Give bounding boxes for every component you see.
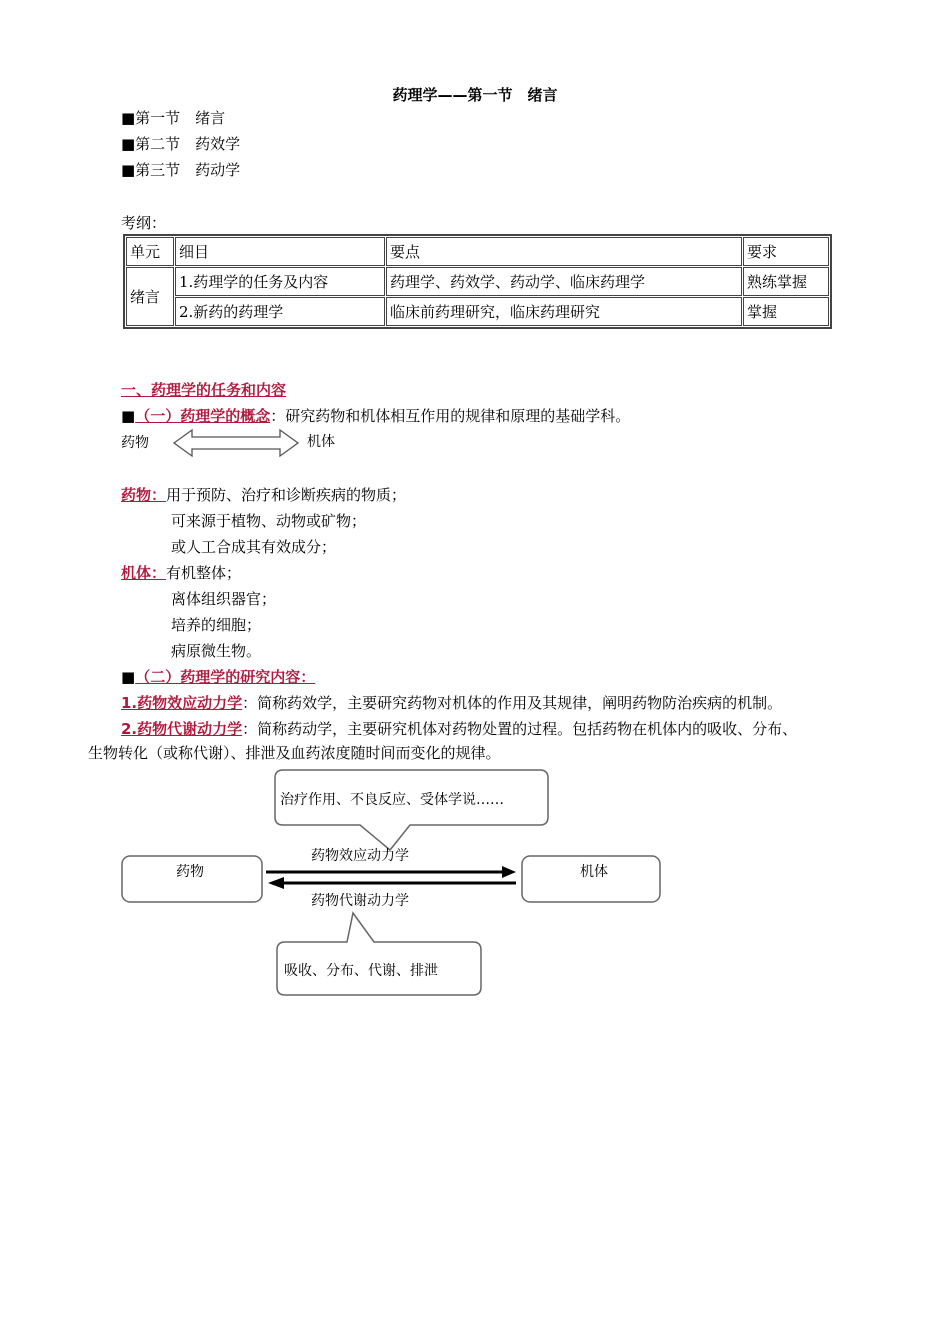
- bullet: ■: [121, 407, 136, 425]
- toc-item-1[interactable]: ■第一节 绪言: [121, 109, 226, 127]
- top-arrow-label: 药物效应动力学: [311, 848, 409, 864]
- pk-text-continued: 生物转化（或称代谢）、排泄及血药浓度随时间而变化的规律。: [88, 744, 501, 762]
- drug-line: 可来源于植物、动物或矿物；: [171, 512, 367, 530]
- right-arrow-head-icon: [502, 866, 516, 878]
- outline-label: 考纲：: [121, 214, 167, 232]
- drug-definition: [121, 482, 797, 742]
- points-cell: 药理学、药效学、药动学、临床药理学: [386, 267, 742, 296]
- bottom-callout-shape: [277, 913, 481, 995]
- header-unit: 单元: [126, 237, 174, 266]
- left-box-text: 药物: [176, 864, 204, 880]
- requirement-cell: 熟练掌握: [743, 267, 829, 296]
- item-cell: 2.新药的药理学: [175, 297, 385, 326]
- pk-label: 2.药物代谢动力学: [121, 720, 243, 738]
- item-cell: 1.药理学的任务及内容: [175, 267, 385, 296]
- header-requirement: 要求: [743, 237, 829, 266]
- concept-label: （一）药理学的概念: [135, 407, 271, 425]
- section-heading: 一、药理学的任务和内容: [121, 381, 287, 399]
- bottom-arrow-label: 药物代谢动力学: [311, 893, 409, 909]
- bullet: ■: [121, 668, 136, 686]
- body-line: 病原微生物。: [171, 642, 262, 660]
- drug-line: 用于预防、治疗和诊断疾病的物质；: [166, 486, 407, 504]
- pk-text: ：简称药动学，主要研究机体对药物处置的过程。包括药物在机体内的吸收、分布、: [242, 720, 798, 738]
- unit-cell: 绪言: [126, 267, 174, 326]
- arrow-right-label: 机体: [307, 434, 335, 450]
- top-callout-shape: [275, 770, 548, 850]
- header-points: 要点: [386, 237, 742, 266]
- outline-table: [123, 234, 832, 329]
- research-label: （二）药理学的研究内容：: [135, 668, 316, 686]
- page-title: 药理学——第一节 绪言: [392, 86, 558, 104]
- table-row: [126, 297, 829, 326]
- header-item: 细目: [175, 237, 385, 266]
- table-row: [126, 267, 829, 296]
- body-label: 机体：: [121, 564, 167, 582]
- body-line: 培养的细胞；: [171, 616, 262, 634]
- pd-label: 1.药物效应动力学: [121, 694, 243, 712]
- left-arrow-head-icon: [268, 877, 284, 889]
- pd-text: ：简称药效学，主要研究药物对机体的作用及其规律，阐明药物防治疾病的机制。: [242, 694, 783, 712]
- toc-item-3[interactable]: ■第三节 药动学: [121, 161, 241, 179]
- top-callout-text: 治疗作用、不良反应、受体学说……: [280, 792, 504, 808]
- drug-label: 药物：: [121, 486, 167, 504]
- concept-text: ：研究药物和机体相互作用的规律和原理的基础学科。: [270, 407, 631, 425]
- drug-line: 或人工合成其有效成分；: [171, 538, 337, 556]
- double-arrow-icon: [172, 428, 302, 458]
- requirement-cell: 掌握: [743, 297, 829, 326]
- body-line: 离体组织器官；: [171, 590, 277, 608]
- right-box-text: 机体: [580, 864, 608, 880]
- bottom-callout-text: 吸收、分布、代谢、排泄: [284, 963, 438, 979]
- table-header-row: [126, 237, 829, 266]
- toc-item-2[interactable]: ■第二节 药效学: [121, 135, 241, 153]
- points-cell: 临床前药理研究，临床药理研究: [386, 297, 742, 326]
- concept-line: [121, 405, 630, 426]
- arrow-left-label: 药物: [121, 435, 149, 451]
- toc-list: [121, 105, 240, 183]
- body-line: 有机整体；: [166, 564, 242, 582]
